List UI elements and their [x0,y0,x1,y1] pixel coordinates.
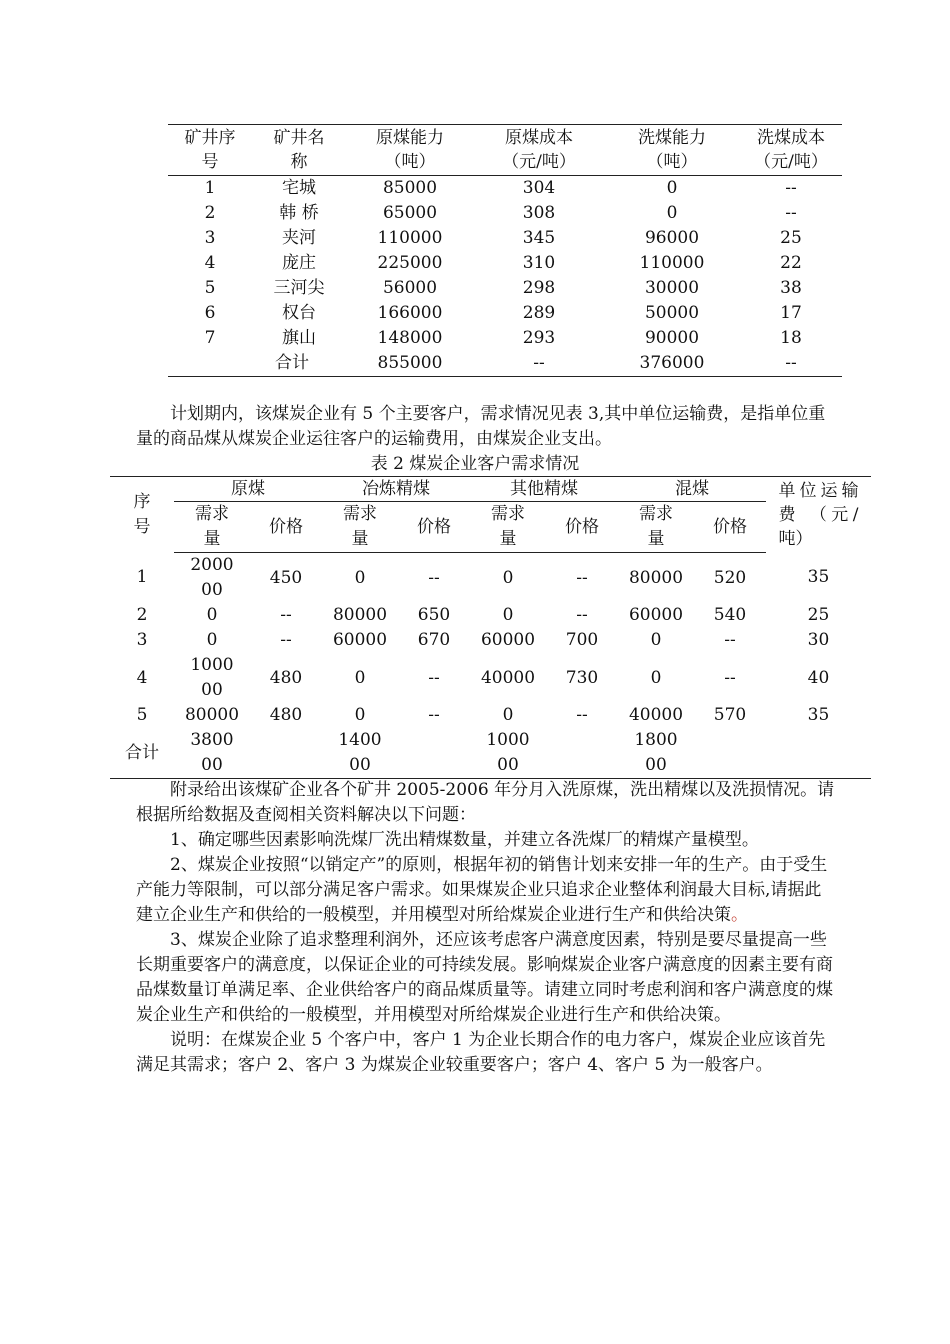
cell: 0 [650,630,662,650]
header-unit-transport-cost: 单位运输费 （元/吨） [778,480,859,549]
cell: 25 [780,228,802,248]
cell: 289 [522,303,556,323]
cell [398,728,470,779]
header-index: 序号 [133,491,151,537]
body-paragraph: 附录给出该煤矿企业各个矿井 2005-2006 年分月入洗原煤，洗出精煤以及洗损情况。请根据所给数据及查阅相关资料解决以下问题： [136,780,835,825]
cell: -- [785,353,797,373]
cell: 0 [666,203,678,223]
mine-capacity-table [168,124,842,377]
customer-demand-table [110,476,871,779]
cell: 35 [807,567,830,588]
cell: -- [785,203,797,223]
sub-header-row [110,502,871,553]
table-row [110,603,871,628]
table-row [110,553,871,604]
cell: 三河尖 [273,278,325,298]
header-demand: 需求量 [174,502,250,553]
note-paragraph: 说明：在煤炭企业 5 个客户中，客户 1 为企业长期合作的电力客户，煤炭企业应该首先满足其需求；客户 2、客户 3 为煤炭企业较重要客户；客户 4、客户 5 为一般客户。 [136,1030,826,1075]
cell: 480 [269,705,303,725]
cell [766,728,871,779]
cell: 35 [807,705,830,725]
cell: 40 [807,667,830,688]
cell: 148000 [377,328,443,348]
cell: -- [724,667,736,688]
cell: 180000 [634,730,678,775]
cell: 450 [269,567,303,588]
header-mine-index: 矿井序 号 [168,125,252,176]
header-demand: 需求量 [618,502,694,553]
group-smelting-coal: 冶炼精煤 [322,477,470,502]
cell [546,728,618,779]
cell: 22 [780,253,802,273]
header-price: 价格 [694,502,766,553]
cell: 0 [354,667,366,688]
cell: 7 [204,328,216,348]
table-total-row [168,351,842,377]
cell [250,728,322,779]
header-mine-name: 矿井名 称 [252,125,346,176]
header-wash-capacity: 洗煤能力 （吨） [604,125,740,176]
cell: 166000 [377,303,443,323]
cell: -- [428,667,440,688]
cell: 25 [807,605,830,625]
cell: 3 [204,228,216,248]
cell: 80000 [184,705,240,725]
cell: -- [576,567,588,588]
cell: 0 [502,705,514,725]
cell: 0 [666,178,678,198]
question-2: 2、煤炭企业按照“以销定产”的原则，根据年初的销售计划来安排一年的生产。由于受生产能力等限制，可以部分满足客户需求。如果煤炭企业只追求企业整体利润最大目标,请据此建立企业生产和供给的一般模型，并用模型对所给煤炭企业进行生产和供给决策。 [136,855,828,925]
cell: 宅城 [282,178,316,198]
cell: 旗山 [282,328,316,348]
cell: 100000 [486,730,530,775]
cell: 50000 [644,303,700,323]
cell: 60000 [480,630,536,650]
cell: 38 [780,278,802,298]
cell: 5 [136,705,148,725]
cell: 韩 桥 [279,203,319,223]
cell: 650 [417,605,451,625]
cell: 5 [204,278,216,298]
cell: 3 [136,630,148,650]
cell: -- [428,567,440,588]
total-label: 合计 [125,742,159,763]
cell: 100000 [190,655,234,700]
cell: 304 [522,178,556,198]
cell: -- [576,605,588,625]
table-header-row [168,125,842,176]
cell: 80000 [628,567,684,588]
cell: 345 [522,228,556,248]
cell: 权台 [282,303,316,323]
cell: 570 [713,705,747,725]
cell: 90000 [644,328,700,348]
cell: 4 [136,667,148,688]
table-row [110,628,871,653]
cell: 520 [713,567,747,588]
group-header-row [110,477,871,502]
cell: 30 [807,630,830,650]
cell: 0 [650,667,662,688]
cell: 0 [354,567,366,588]
cell: -- [280,605,292,625]
cell: 80000 [332,605,388,625]
cell: 480 [269,667,303,688]
total-label: 合计 [275,353,309,373]
cell: 0 [206,605,218,625]
cell: 308 [522,203,556,223]
cell: 60000 [628,605,684,625]
problem-statement [136,778,836,1078]
header-demand: 需求量 [470,502,546,553]
table-row [110,703,871,728]
cell: 298 [522,278,556,298]
table-row [168,326,842,351]
table-row [110,653,871,703]
cell: 670 [417,630,451,650]
cell: 40000 [628,705,684,725]
header-price: 价格 [398,502,470,553]
group-other-fine-coal: 其他精煤 [470,477,618,502]
table-row [168,301,842,326]
cell: 0 [502,605,514,625]
cell: 110000 [639,253,705,273]
cell: -- [724,630,736,650]
group-mixed-coal: 混煤 [618,477,766,502]
header-raw-cost: 原煤成本 （元/吨） [474,125,604,176]
header-demand: 需求量 [322,502,398,553]
cell: 0 [354,705,366,725]
header-price: 价格 [546,502,618,553]
cell: 60000 [332,630,388,650]
cell: 夹河 [282,228,316,248]
table-row [168,226,842,251]
cell: 730 [565,667,599,688]
cell: 2 [204,203,216,223]
header-wash-cost: 洗煤成本 （元/吨） [740,125,842,176]
cell: 200000 [190,555,234,600]
cell: 1 [136,567,148,588]
header-price: 价格 [250,502,322,553]
cell: 17 [780,303,802,323]
cell: 6 [204,303,216,323]
cell: -- [576,705,588,725]
cell: 540 [713,605,747,625]
cell: -- [280,630,292,650]
cell: 0 [502,567,514,588]
header-raw-capacity: 原煤能力 （吨） [346,125,474,176]
cell: 376000 [639,353,705,373]
cell: 56000 [382,278,438,298]
cell: 4 [204,253,216,273]
cell: -- [785,178,797,198]
table-row [168,276,842,301]
group-raw-coal: 原煤 [174,477,322,502]
paragraph-text: 计划期内，该煤炭企业有 5 个主要客户，需求情况见表 3,其中单位运输费，是指单位重量的商品煤从煤炭企业运往客户的运输费用，由煤炭企业支出。 [136,404,826,449]
cell: 96000 [644,228,700,248]
cell: 700 [565,630,599,650]
cell: 380000 [190,730,234,775]
cell: 65000 [382,203,438,223]
cell: 85000 [382,178,438,198]
intro-paragraph [136,402,836,452]
cell [694,728,766,779]
cell: 1 [204,178,216,198]
cell: 855000 [377,353,443,373]
cell: -- [428,705,440,725]
cell: 140000 [338,730,382,775]
cell: 2 [136,605,148,625]
cell: 40000 [480,667,536,688]
question-1: 1、确定哪些因素影响洗煤厂洗出精煤数量，并建立各洗煤厂的精煤产量模型。 [170,830,759,850]
question-3: 3、煤炭企业除了追求整理利润外，还应该考虑客户满意度因素，特别是要尽量提高一些长期重要客户的满意度，以保证企业的可持续发展。影响煤炭企业客户满意度的因素主要有商品煤数量订单满足率、企业供给客户的商品煤质量等。请建立同时考虑利润和客户满意度的煤炭企业生产和供给的一般模型，并用模型对所给煤炭企业进行生产和供给决策。 [136,930,833,1025]
table-total-row [110,728,871,779]
cell: 293 [522,328,556,348]
cell: 0 [206,630,218,650]
cell: 庞庄 [282,253,316,273]
table-row [168,176,842,202]
table-row [168,251,842,276]
cell: 310 [522,253,556,273]
table-row [168,201,842,226]
cell: -- [533,353,545,373]
table2-caption: 表 2 煤炭企业客户需求情况 [370,454,580,474]
cell: 225000 [377,253,443,273]
cell: 18 [780,328,802,348]
cell: 30000 [644,278,700,298]
cell: 110000 [377,228,443,248]
